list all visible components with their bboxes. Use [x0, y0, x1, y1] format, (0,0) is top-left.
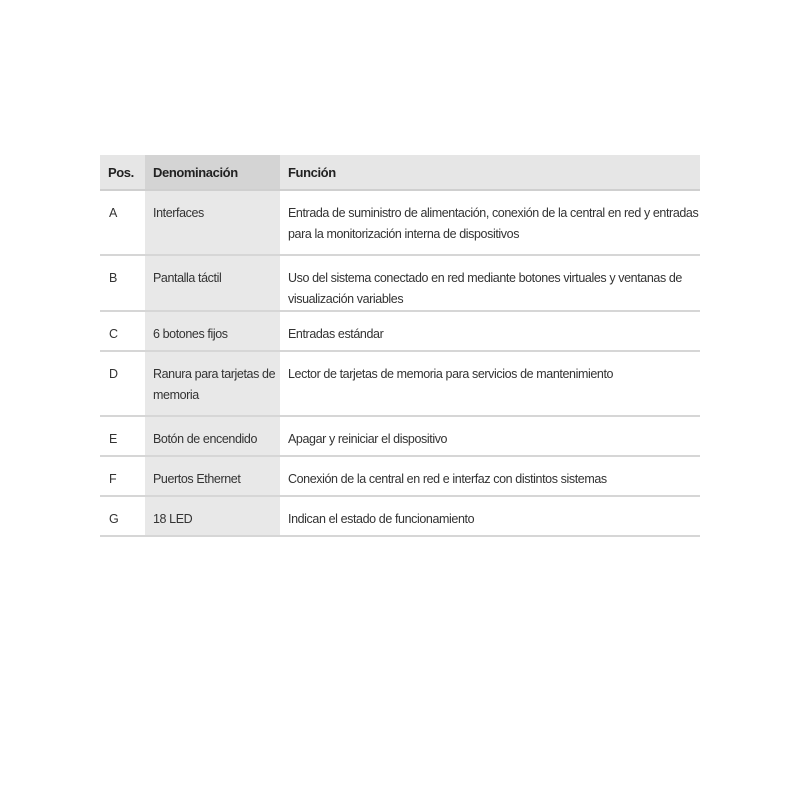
cell-funcion: Entradas estándar: [280, 311, 700, 351]
cell-denominacion: 18 LED: [145, 496, 280, 536]
cell-pos: G: [100, 496, 145, 536]
cell-pos: E: [100, 416, 145, 456]
cell-funcion: Uso del sistema conectado en red mediante botones virtuales y ventanas de visualización variables: [280, 255, 700, 311]
cell-denominacion: 6 botones fijos: [145, 311, 280, 351]
cell-pos: A: [100, 190, 145, 255]
components-table: [100, 155, 700, 537]
header-pos: Pos.: [100, 155, 145, 190]
table-header-row: [100, 155, 700, 190]
table-row: [100, 351, 700, 416]
cell-denominacion: Botón de encendido: [145, 416, 280, 456]
table-row: [100, 496, 700, 536]
cell-funcion: Conexión de la central en red e interfaz con distintos sistemas: [280, 456, 700, 496]
table-row: [100, 416, 700, 456]
cell-funcion: Entrada de suministro de alimentación, conexión de la central en red y entradas para la monitorización interna de dispositivos: [280, 190, 700, 255]
header-denominacion: Denominación: [145, 155, 280, 190]
cell-pos: C: [100, 311, 145, 351]
header-funcion: Función: [280, 155, 700, 190]
cell-denominacion: Puertos Ethernet: [145, 456, 280, 496]
cell-funcion: Apagar y reiniciar el dispositivo: [280, 416, 700, 456]
table-row: [100, 456, 700, 496]
cell-denominacion: Ranura para tarjetas de memoria: [145, 351, 280, 416]
table-row: [100, 311, 700, 351]
cell-denominacion: Pantalla táctil: [145, 255, 280, 311]
cell-denominacion: Interfaces: [145, 190, 280, 255]
cell-pos: D: [100, 351, 145, 416]
cell-funcion: Indican el estado de funcionamiento: [280, 496, 700, 536]
cell-funcion: Lector de tarjetas de memoria para servicios de mantenimiento: [280, 351, 700, 416]
table-row: [100, 190, 700, 255]
cell-pos: F: [100, 456, 145, 496]
table-row: [100, 255, 700, 311]
cell-pos: B: [100, 255, 145, 311]
